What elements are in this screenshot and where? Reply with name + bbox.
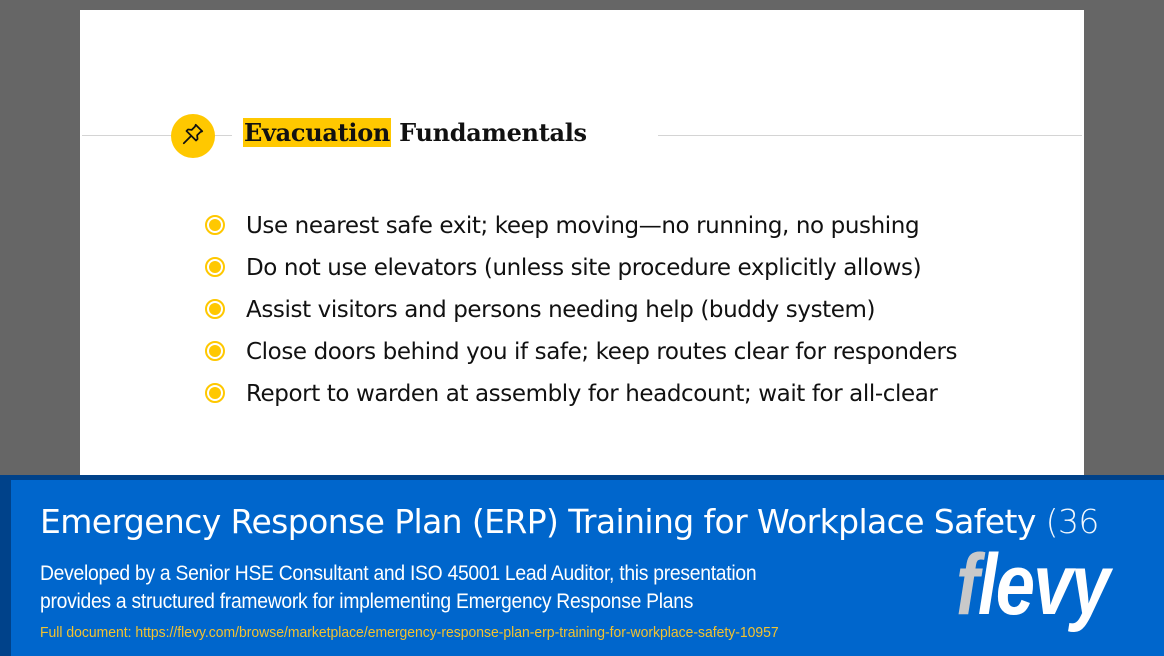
bullet-dot-icon (205, 299, 225, 319)
bullet-text: Do not use elevators (unless site procedure explicitly allows) (246, 255, 922, 281)
logo-rest: levy (977, 537, 1109, 633)
pushpin-icon (180, 121, 206, 151)
bullet-text: Report to warden at assembly for headcount; wait for all-clear (246, 381, 938, 407)
bullet-item (204, 252, 994, 285)
slide-count: (36 (1035, 502, 1099, 541)
bullet-item (204, 210, 994, 243)
slide (80, 10, 1084, 480)
bullet-item (204, 336, 994, 369)
full-document-link[interactable]: Full document: https://flevy.com/browse/marketplace/emergency-response-plan-erp-training-for-workplace-safety-10957 (40, 624, 779, 641)
title-badge (171, 114, 215, 158)
bullet-dot-icon (205, 383, 225, 403)
bullet-dot-icon (205, 257, 225, 277)
bullet-text: Close doors behind you if safe; keep routes clear for responders (246, 339, 958, 365)
bullet-text: Use nearest safe exit; keep moving—no running, no pushing (246, 213, 920, 239)
bullet-text: Assist visitors and persons needing help (buddy system) (246, 297, 876, 323)
bullet-item (204, 378, 994, 411)
bullet-dot-icon (205, 215, 225, 235)
slide-title (243, 118, 587, 147)
logo-f: f (956, 537, 978, 633)
document-title-text: Emergency Response Plan (ERP) Training for Workplace Safety (40, 502, 1036, 541)
bullet-list (204, 210, 994, 420)
title-rest: Fundamentals (391, 118, 587, 147)
document-banner (11, 480, 1164, 656)
bullet-dot-icon (205, 341, 225, 361)
document-title (40, 502, 1099, 541)
document-description: Developed by a Senior HSE Consultant and ISO 45001 Lead Auditor, this presentation provides a structured framework for implementing Emergency Response Plans (40, 562, 757, 613)
flevy-logo[interactable] (956, 537, 1109, 633)
title-divider-right (658, 135, 1082, 136)
title-highlight: Evacuation (244, 118, 391, 147)
bullet-item (204, 294, 994, 327)
